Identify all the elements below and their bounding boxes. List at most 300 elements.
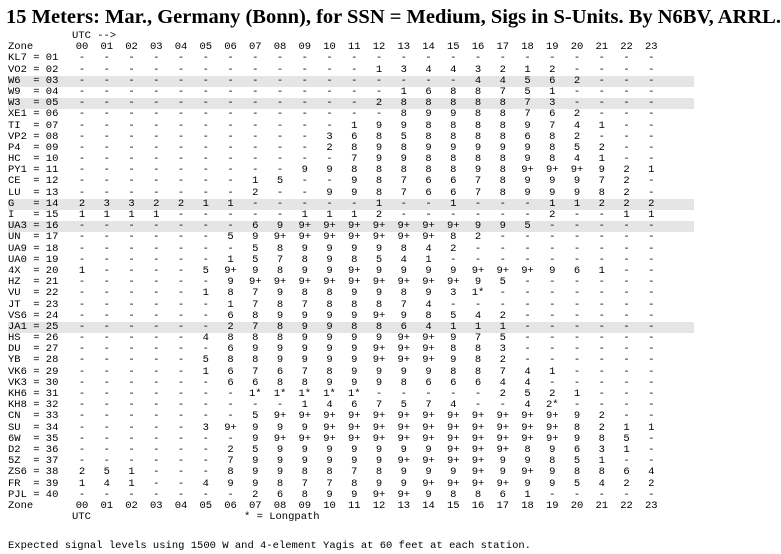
signal-cell: - bbox=[177, 74, 185, 87]
signal-cell: - bbox=[128, 354, 135, 367]
signal-cell: - bbox=[202, 74, 209, 87]
signal-cell: - bbox=[648, 332, 655, 345]
signal-cell: 7 bbox=[252, 287, 259, 300]
signal-cell: - bbox=[78, 108, 86, 121]
signal-cell: 1 bbox=[128, 477, 135, 490]
signal-cell: 9 bbox=[425, 466, 432, 479]
signal-cell: 9 bbox=[375, 141, 383, 154]
signal-cell: - bbox=[78, 432, 86, 445]
signal-cell: - bbox=[78, 52, 86, 65]
signal-cell: 9+ bbox=[446, 220, 460, 233]
signal-cell: - bbox=[474, 399, 482, 412]
signal-cell: - bbox=[524, 332, 531, 345]
signal-cell: - bbox=[623, 399, 630, 412]
signal-cell: 7 bbox=[351, 466, 358, 479]
signal-cell: - bbox=[177, 141, 185, 154]
signal-cell: 9+ bbox=[397, 410, 411, 423]
signal-cell: 3 bbox=[103, 197, 110, 210]
signal-cell: 8 bbox=[450, 130, 457, 143]
signal-cell: - bbox=[598, 52, 605, 65]
signal-cell: 4 bbox=[499, 74, 506, 87]
zone-label: VS6 = 24 bbox=[8, 309, 59, 322]
signal-cell: - bbox=[202, 410, 209, 423]
signal-cell: - bbox=[301, 74, 308, 87]
signal-cell: 4 bbox=[524, 376, 531, 389]
signal-cell: 7 bbox=[326, 477, 333, 490]
signal-cell: 1 bbox=[128, 466, 135, 479]
signal-cell: 2 bbox=[499, 309, 506, 322]
signal-cell: 1 bbox=[598, 119, 605, 132]
signal-cell: - bbox=[177, 130, 185, 143]
signal-cell: - bbox=[573, 376, 581, 389]
footnote: Expected signal levels using 1500 W and 4-element Yagis at 60 feet at each station. bbox=[8, 540, 531, 552]
signal-cell: - bbox=[128, 74, 135, 87]
signal-cell: 9+ bbox=[446, 410, 460, 423]
signal-cell: - bbox=[103, 164, 110, 177]
signal-cell: - bbox=[227, 153, 234, 166]
signal-cell: 7 bbox=[252, 365, 259, 378]
signal-cell: 5 bbox=[573, 477, 581, 490]
signal-cell: 9+ bbox=[323, 220, 336, 233]
signal-cell: 6 bbox=[351, 399, 358, 412]
zone-row-06 bbox=[8, 109, 694, 120]
signal-cell: - bbox=[524, 343, 531, 356]
footer-hour-07: 07 bbox=[248, 499, 262, 512]
signal-cell: 9 bbox=[276, 354, 284, 367]
signal-cell: 9 bbox=[598, 164, 605, 177]
signal-cell: - bbox=[128, 332, 135, 345]
signal-cell: 9 bbox=[400, 443, 407, 456]
signal-cell: - bbox=[128, 421, 135, 434]
signal-cell: - bbox=[301, 108, 308, 121]
signal-cell: - bbox=[177, 477, 185, 490]
signal-cell: 8 bbox=[425, 130, 432, 143]
signal-cell: - bbox=[103, 264, 110, 277]
signal-cell: 9+ bbox=[446, 443, 460, 456]
signal-cell: 9+ bbox=[397, 421, 411, 434]
signal-cell: - bbox=[78, 231, 86, 244]
signal-cell: 8 bbox=[450, 231, 457, 244]
signal-cell: 9+ bbox=[422, 276, 435, 289]
signal-cell: 9+ bbox=[372, 432, 386, 445]
signal-cell: - bbox=[623, 153, 630, 166]
signal-cell: - bbox=[177, 186, 185, 199]
signal-cell: 8 bbox=[450, 153, 457, 166]
signal-cell: - bbox=[648, 108, 655, 121]
signal-cell: - bbox=[128, 164, 135, 177]
signal-cell: - bbox=[450, 298, 457, 311]
footer-hour-11: 11 bbox=[347, 499, 361, 512]
signal-cell: - bbox=[177, 63, 185, 76]
signal-cell: - bbox=[499, 52, 506, 65]
signal-cell: 9 bbox=[326, 488, 333, 501]
signal-cell: 9 bbox=[549, 186, 556, 199]
signal-cell: - bbox=[202, 432, 209, 445]
footer-hour-21: 21 bbox=[595, 499, 609, 512]
zone-row-01 bbox=[8, 53, 694, 64]
signal-cell: 4 bbox=[202, 477, 209, 490]
zone-label: TI = 07 bbox=[8, 119, 59, 132]
signal-cell: - bbox=[78, 63, 86, 76]
signal-cell: 9 bbox=[573, 432, 581, 445]
signal-cell: 1 bbox=[524, 488, 531, 501]
signal-cell: - bbox=[177, 287, 185, 300]
signal-cell: - bbox=[153, 74, 160, 87]
signal-cell: 6 bbox=[573, 264, 581, 277]
signal-cell: - bbox=[326, 119, 333, 132]
signal-cell: 2 bbox=[573, 130, 581, 143]
signal-cell: 9 bbox=[450, 141, 457, 154]
signal-cell: 9+ bbox=[446, 477, 460, 490]
signal-cell: 9+ bbox=[471, 410, 485, 423]
signal-cell: 7 bbox=[400, 186, 407, 199]
signal-cell: 9+ bbox=[372, 410, 386, 423]
signal-cell: - bbox=[103, 63, 110, 76]
signal-cell: - bbox=[103, 175, 110, 188]
signal-cell: 5 bbox=[252, 253, 259, 266]
signal-cell: - bbox=[598, 276, 605, 289]
signal-cell: 8 bbox=[326, 466, 333, 479]
signal-cell: - bbox=[78, 186, 86, 199]
signal-cell: - bbox=[78, 365, 86, 378]
signal-cell: - bbox=[153, 376, 160, 389]
signal-cell: - bbox=[153, 332, 160, 345]
signal-cell: - bbox=[549, 488, 556, 501]
signal-cell: 5 bbox=[202, 354, 209, 367]
signal-cell: - bbox=[524, 320, 531, 333]
signal-cell: - bbox=[153, 443, 160, 456]
signal-cell: 2 bbox=[499, 63, 506, 76]
signal-cell: 9 bbox=[524, 153, 531, 166]
signal-cell: 9+ bbox=[323, 276, 336, 289]
signal-cell: 2 bbox=[499, 388, 506, 400]
signal-cell: 5 bbox=[252, 410, 259, 423]
header-hour-00: 00 bbox=[75, 41, 89, 54]
signal-cell: - bbox=[598, 488, 605, 501]
signal-cell: 9+ bbox=[471, 477, 485, 490]
signal-cell: 1 bbox=[474, 320, 482, 333]
signal-cell: 9+ bbox=[298, 220, 312, 233]
signal-cell: 9 bbox=[351, 365, 358, 378]
signal-cell: - bbox=[573, 276, 581, 289]
signal-cell: 9 bbox=[524, 119, 531, 132]
signal-cell: - bbox=[425, 52, 432, 65]
signal-cell: - bbox=[227, 108, 234, 121]
signal-cell: - bbox=[648, 85, 655, 98]
signal-cell: - bbox=[549, 287, 556, 300]
zone-row-12 bbox=[8, 176, 694, 187]
signal-cell: 2 bbox=[598, 197, 605, 210]
signal-cell: - bbox=[153, 164, 160, 177]
signal-cell: 8 bbox=[252, 332, 259, 345]
zone-row-28 bbox=[8, 355, 694, 366]
signal-cell: 9+ bbox=[347, 432, 361, 445]
signal-cell: 8 bbox=[351, 164, 358, 177]
signal-cell: 2 bbox=[450, 242, 457, 255]
signal-cell: 9+ bbox=[347, 276, 361, 289]
signal-cell: - bbox=[598, 130, 605, 143]
signal-cell: - bbox=[276, 63, 284, 76]
signal-cell: - bbox=[598, 365, 605, 378]
signal-cell: 1 bbox=[128, 209, 135, 221]
signal-cell: 7 bbox=[425, 399, 432, 412]
signal-cell: 3 bbox=[326, 130, 333, 143]
signal-cell: - bbox=[474, 388, 482, 400]
signal-cell: - bbox=[573, 365, 581, 378]
signal-cell: 9 bbox=[375, 332, 383, 345]
signal-cell: 9 bbox=[375, 264, 383, 277]
signal-cell: 9+ bbox=[496, 410, 510, 423]
signal-cell: 9 bbox=[326, 376, 333, 389]
signal-cell: 6 bbox=[450, 175, 457, 188]
signal-cell: - bbox=[177, 343, 185, 356]
zone-label: W6 = 03 bbox=[8, 74, 59, 87]
header-hour-13: 13 bbox=[397, 41, 411, 54]
signal-cell: 9+ bbox=[347, 231, 361, 244]
zone-row-07 bbox=[8, 121, 694, 132]
signal-cell: 9+ bbox=[298, 276, 312, 289]
signal-cell: 6 bbox=[573, 443, 581, 456]
signal-cell: - bbox=[128, 264, 135, 277]
zone-label: 4X = 20 bbox=[8, 264, 59, 277]
signal-cell: 9+ bbox=[446, 455, 460, 468]
signal-cell: 9+ bbox=[446, 432, 460, 445]
signal-cell: 9+ bbox=[372, 421, 386, 434]
signal-cell: 1* bbox=[273, 388, 287, 400]
signal-cell: - bbox=[623, 264, 630, 277]
signal-cell: 9 bbox=[549, 443, 556, 456]
signal-cell: - bbox=[573, 231, 581, 244]
signal-cell: 9 bbox=[351, 242, 358, 255]
signal-cell: 9+ bbox=[372, 343, 386, 356]
signal-cell: - bbox=[549, 220, 556, 233]
signal-cell: 2 bbox=[499, 354, 506, 367]
zone-label: PJL = 40 bbox=[8, 488, 59, 501]
signal-cell: 9 bbox=[301, 354, 308, 367]
signal-cell: 9+ bbox=[397, 488, 411, 501]
signal-cell: - bbox=[78, 354, 86, 367]
signal-cell: - bbox=[103, 253, 110, 266]
signal-cell: 5 bbox=[400, 399, 407, 412]
signal-cell: - bbox=[78, 343, 86, 356]
signal-cell: - bbox=[78, 153, 86, 166]
signal-cell: - bbox=[128, 186, 135, 199]
signal-cell: - bbox=[78, 399, 86, 412]
signal-cell: - bbox=[128, 320, 135, 333]
signal-cell: - bbox=[450, 209, 457, 221]
signal-cell: - bbox=[301, 85, 308, 98]
signal-cell: 9 bbox=[499, 466, 506, 479]
signal-cell: - bbox=[375, 388, 383, 400]
signal-cell: 9 bbox=[425, 108, 432, 121]
signal-cell: 9+ bbox=[521, 466, 534, 479]
signal-cell: 9 bbox=[375, 242, 383, 255]
signal-cell: - bbox=[573, 320, 581, 333]
signal-cell: 9 bbox=[351, 488, 358, 501]
signal-cell: - bbox=[648, 365, 655, 378]
signal-cell: - bbox=[252, 52, 259, 65]
signal-cell: - bbox=[425, 388, 432, 400]
signal-cell: 9+ bbox=[422, 477, 435, 490]
signal-cell: - bbox=[78, 332, 86, 345]
signal-cell: 8 bbox=[499, 186, 506, 199]
signal-cell: - bbox=[177, 220, 185, 233]
signal-cell: - bbox=[202, 466, 209, 479]
signal-cell: - bbox=[177, 354, 185, 367]
signal-cell: 1 bbox=[450, 320, 457, 333]
signal-cell: 9+ bbox=[397, 231, 411, 244]
signal-cell: - bbox=[202, 253, 209, 266]
signal-cell: - bbox=[153, 309, 160, 322]
signal-cell: 4 bbox=[450, 399, 457, 412]
signal-cell: 7 bbox=[524, 108, 531, 121]
signal-cell: - bbox=[524, 242, 531, 255]
signal-cell: - bbox=[598, 97, 605, 110]
signal-cell: - bbox=[177, 253, 185, 266]
signal-cell: 6 bbox=[524, 130, 531, 143]
signal-cell: 5 bbox=[252, 443, 259, 456]
signal-cell: - bbox=[301, 130, 308, 143]
signal-cell: 9 bbox=[276, 220, 284, 233]
signal-cell: 9+ bbox=[521, 421, 534, 434]
signal-cell: 1 bbox=[450, 197, 457, 210]
signal-cell: 9+ bbox=[397, 432, 411, 445]
signal-cell: 5 bbox=[227, 231, 234, 244]
signal-cell: 7 bbox=[598, 175, 605, 188]
signal-cell: 5 bbox=[202, 264, 209, 277]
signal-cell: - bbox=[103, 74, 110, 87]
signal-cell: - bbox=[648, 410, 655, 423]
signal-cell: 6 bbox=[227, 343, 234, 356]
signal-cell: - bbox=[450, 388, 457, 400]
signal-cell: 9 bbox=[276, 343, 284, 356]
signal-cell: - bbox=[153, 287, 160, 300]
signal-cell: 9 bbox=[326, 354, 333, 367]
signal-cell: - bbox=[351, 85, 358, 98]
signal-cell: 8 bbox=[549, 455, 556, 468]
signal-cell: - bbox=[648, 488, 655, 501]
signal-cell: 7 bbox=[301, 365, 308, 378]
signal-cell: 9 bbox=[252, 231, 259, 244]
signal-cell: - bbox=[276, 108, 284, 121]
signal-cell: 9 bbox=[326, 443, 333, 456]
footer-hour-23: 23 bbox=[644, 499, 658, 512]
signal-cell: - bbox=[648, 253, 655, 266]
signal-cell: 8 bbox=[425, 309, 432, 322]
signal-cell: 1 bbox=[549, 197, 556, 210]
signal-cell: - bbox=[103, 276, 110, 289]
signal-cell: 2 bbox=[598, 421, 605, 434]
signal-cell: - bbox=[648, 309, 655, 322]
signal-cell: - bbox=[128, 309, 135, 322]
signal-cell: 7 bbox=[351, 153, 358, 166]
zone-label: VP2 = 08 bbox=[8, 130, 59, 143]
signal-cell: 3 bbox=[499, 343, 506, 356]
signal-cell: 2 bbox=[648, 197, 655, 210]
signal-cell: 8 bbox=[425, 153, 432, 166]
signal-cell: 9+ bbox=[298, 432, 312, 445]
signal-cell: 9+ bbox=[545, 164, 559, 177]
signal-cell: - bbox=[400, 209, 407, 221]
signal-cell: 9 bbox=[425, 365, 432, 378]
signal-cell: 1 bbox=[301, 209, 308, 221]
signal-cell: 9+ bbox=[298, 410, 312, 423]
signal-cell: 9+ bbox=[372, 231, 386, 244]
signal-cell: 9+ bbox=[446, 276, 460, 289]
signal-cell: - bbox=[78, 298, 86, 311]
signal-cell: 6 bbox=[351, 130, 358, 143]
signal-cell: - bbox=[301, 175, 308, 188]
signal-cell: 4 bbox=[202, 332, 209, 345]
signal-cell: - bbox=[78, 253, 86, 266]
signal-cell: 1 bbox=[549, 365, 556, 378]
signal-cell: 8 bbox=[450, 97, 457, 110]
signal-cell: 4 bbox=[103, 477, 110, 490]
signal-cell: - bbox=[78, 130, 86, 143]
signal-cell: - bbox=[623, 253, 630, 266]
zone-label: HZ = 21 bbox=[8, 276, 59, 289]
signal-cell: - bbox=[78, 488, 86, 501]
signal-cell: 2 bbox=[227, 320, 234, 333]
signal-cell: - bbox=[326, 63, 333, 76]
zone-label: UN = 17 bbox=[8, 231, 59, 244]
signal-cell: - bbox=[301, 63, 308, 76]
signal-cell: 9 bbox=[326, 242, 333, 255]
signal-cell: 9 bbox=[326, 343, 333, 356]
page-title: 15 Meters: Mar., Germany (Bonn), for SSN = Medium, Sigs in S-Units. By N6BV, ARRL. bbox=[6, 6, 781, 28]
signal-cell: - bbox=[227, 164, 234, 177]
signal-cell: - bbox=[128, 220, 135, 233]
signal-cell: 9+ bbox=[323, 410, 336, 423]
signal-cell: 8 bbox=[499, 175, 506, 188]
signal-cell: 9+ bbox=[422, 343, 435, 356]
signal-cell: - bbox=[128, 153, 135, 166]
signal-cell: - bbox=[103, 220, 110, 233]
signal-cell: - bbox=[623, 141, 630, 154]
signal-cell: - bbox=[623, 276, 630, 289]
signal-cell: - bbox=[103, 231, 110, 244]
signal-cell: - bbox=[177, 108, 185, 121]
signal-cell: - bbox=[202, 186, 209, 199]
header-hour-10: 10 bbox=[323, 41, 336, 54]
signal-cell: 4 bbox=[450, 63, 457, 76]
signal-cell: - bbox=[474, 242, 482, 255]
signal-cell: 9+ bbox=[545, 410, 559, 423]
signal-cell: - bbox=[103, 488, 110, 501]
signal-cell: 9 bbox=[474, 220, 482, 233]
signal-cell: 2 bbox=[598, 410, 605, 423]
signal-cell: 9+ bbox=[471, 455, 485, 468]
signal-cell: 1 bbox=[648, 421, 655, 434]
signal-cell: - bbox=[375, 52, 383, 65]
signal-cell: 9+ bbox=[422, 220, 435, 233]
signal-cell: 8 bbox=[474, 97, 482, 110]
signal-cell: - bbox=[276, 130, 284, 143]
zone-label: G = 14 bbox=[8, 197, 59, 210]
signal-cell: - bbox=[573, 220, 581, 233]
signal-cell: - bbox=[128, 298, 135, 311]
signal-cell: 1 bbox=[326, 209, 333, 221]
signal-cell: - bbox=[177, 466, 185, 479]
signal-cell: 6 bbox=[450, 186, 457, 199]
header-hour-16: 16 bbox=[471, 41, 485, 54]
signal-cell: 1* bbox=[347, 388, 361, 400]
signal-cell: - bbox=[202, 52, 209, 65]
signal-cell: - bbox=[153, 153, 160, 166]
signal-cell: 9+ bbox=[422, 432, 435, 445]
footer-hour-17: 17 bbox=[496, 499, 510, 512]
header-hour-20: 20 bbox=[570, 41, 584, 54]
